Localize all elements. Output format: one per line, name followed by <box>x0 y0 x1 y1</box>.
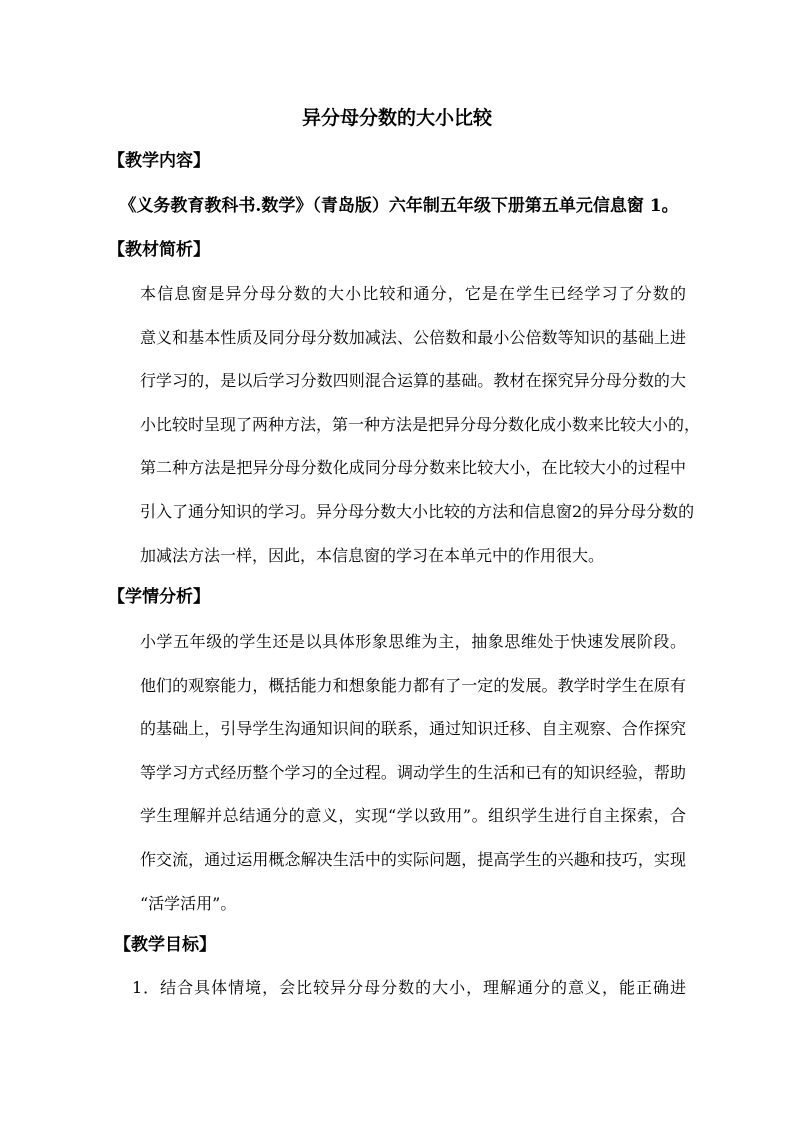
heading-material-analysis: 【教材简析】 <box>108 240 210 260</box>
student-analysis-paragraph <box>108 620 686 925</box>
material-analysis-paragraph <box>108 272 701 577</box>
heading-teaching-goals: 【教学目标】 <box>114 935 216 955</box>
material-line: 本信息窗是异分母分数的大小比较和通分，它是在学生已经学习了分数的 <box>140 284 686 303</box>
heading-student-analysis: 【学情分析】 <box>108 587 210 607</box>
students-line: 等学习方式经历整个学习的全过程。调动学生的生活和已有的知识经验，帮助 <box>140 762 686 782</box>
students-line: 他们的观察能力，概括能力和想象能力都有了一定的发展。教学时学生在原有 <box>140 675 686 695</box>
heading-teaching-content: 【教学内容】 <box>108 151 210 171</box>
goals-line: 1．结合具体情境，会比较异分母分数的大小，理解通分的意义，能正确进 <box>132 978 686 997</box>
students-line: 学生理解并总结通分的意义，实现“学以致用”。组织学生进行自主探索，合 <box>140 806 686 826</box>
students-line: “活学活用”。 <box>140 893 237 913</box>
students-line: 作交流，通过运用概念解决生活中的实际问题，提高学生的兴趣和技巧，实现 <box>140 849 686 869</box>
document-title: 异分母分数的大小比较 <box>301 107 492 129</box>
material-line: 第二种方法是把异分母分数化成同分母分数来比较大小，在比较大小的过程中 <box>140 458 686 478</box>
teaching-goals-paragraph <box>108 966 686 1010</box>
material-line: 加减法方法一样，因此，本信息窗的学习在本单元中的作用很大。 <box>140 545 605 565</box>
material-line: 引入了通分知识的学习。异分母分数大小比较的方法和信息窗2的异分母分数的 <box>140 501 695 521</box>
students-line: 的基础上，引导学生沟通知识间的联系，通过知识迁移、自主观察、合作探究 <box>140 719 686 739</box>
material-line: 意义和基本性质及同分母分数加减法、公倍数和最小公倍数等知识的基础上进 <box>140 327 686 347</box>
material-line: 小比较时呈现了两种方法，第一种方法是把异分母分数化成小数来比较大小的， <box>140 414 701 434</box>
teaching-content-text: 《义务教育教科书.数学》（青岛版）六年制五年级下册第五单元信息窗 1。 <box>119 196 679 216</box>
material-line: 行学习的，是以后学习分数四则混合运算的基础。教材在探究异分母分数的大 <box>140 371 686 391</box>
students-line: 小学五年级的学生还是以具体形象思维为主，抽象思维处于快速发展阶段。 <box>140 632 686 651</box>
